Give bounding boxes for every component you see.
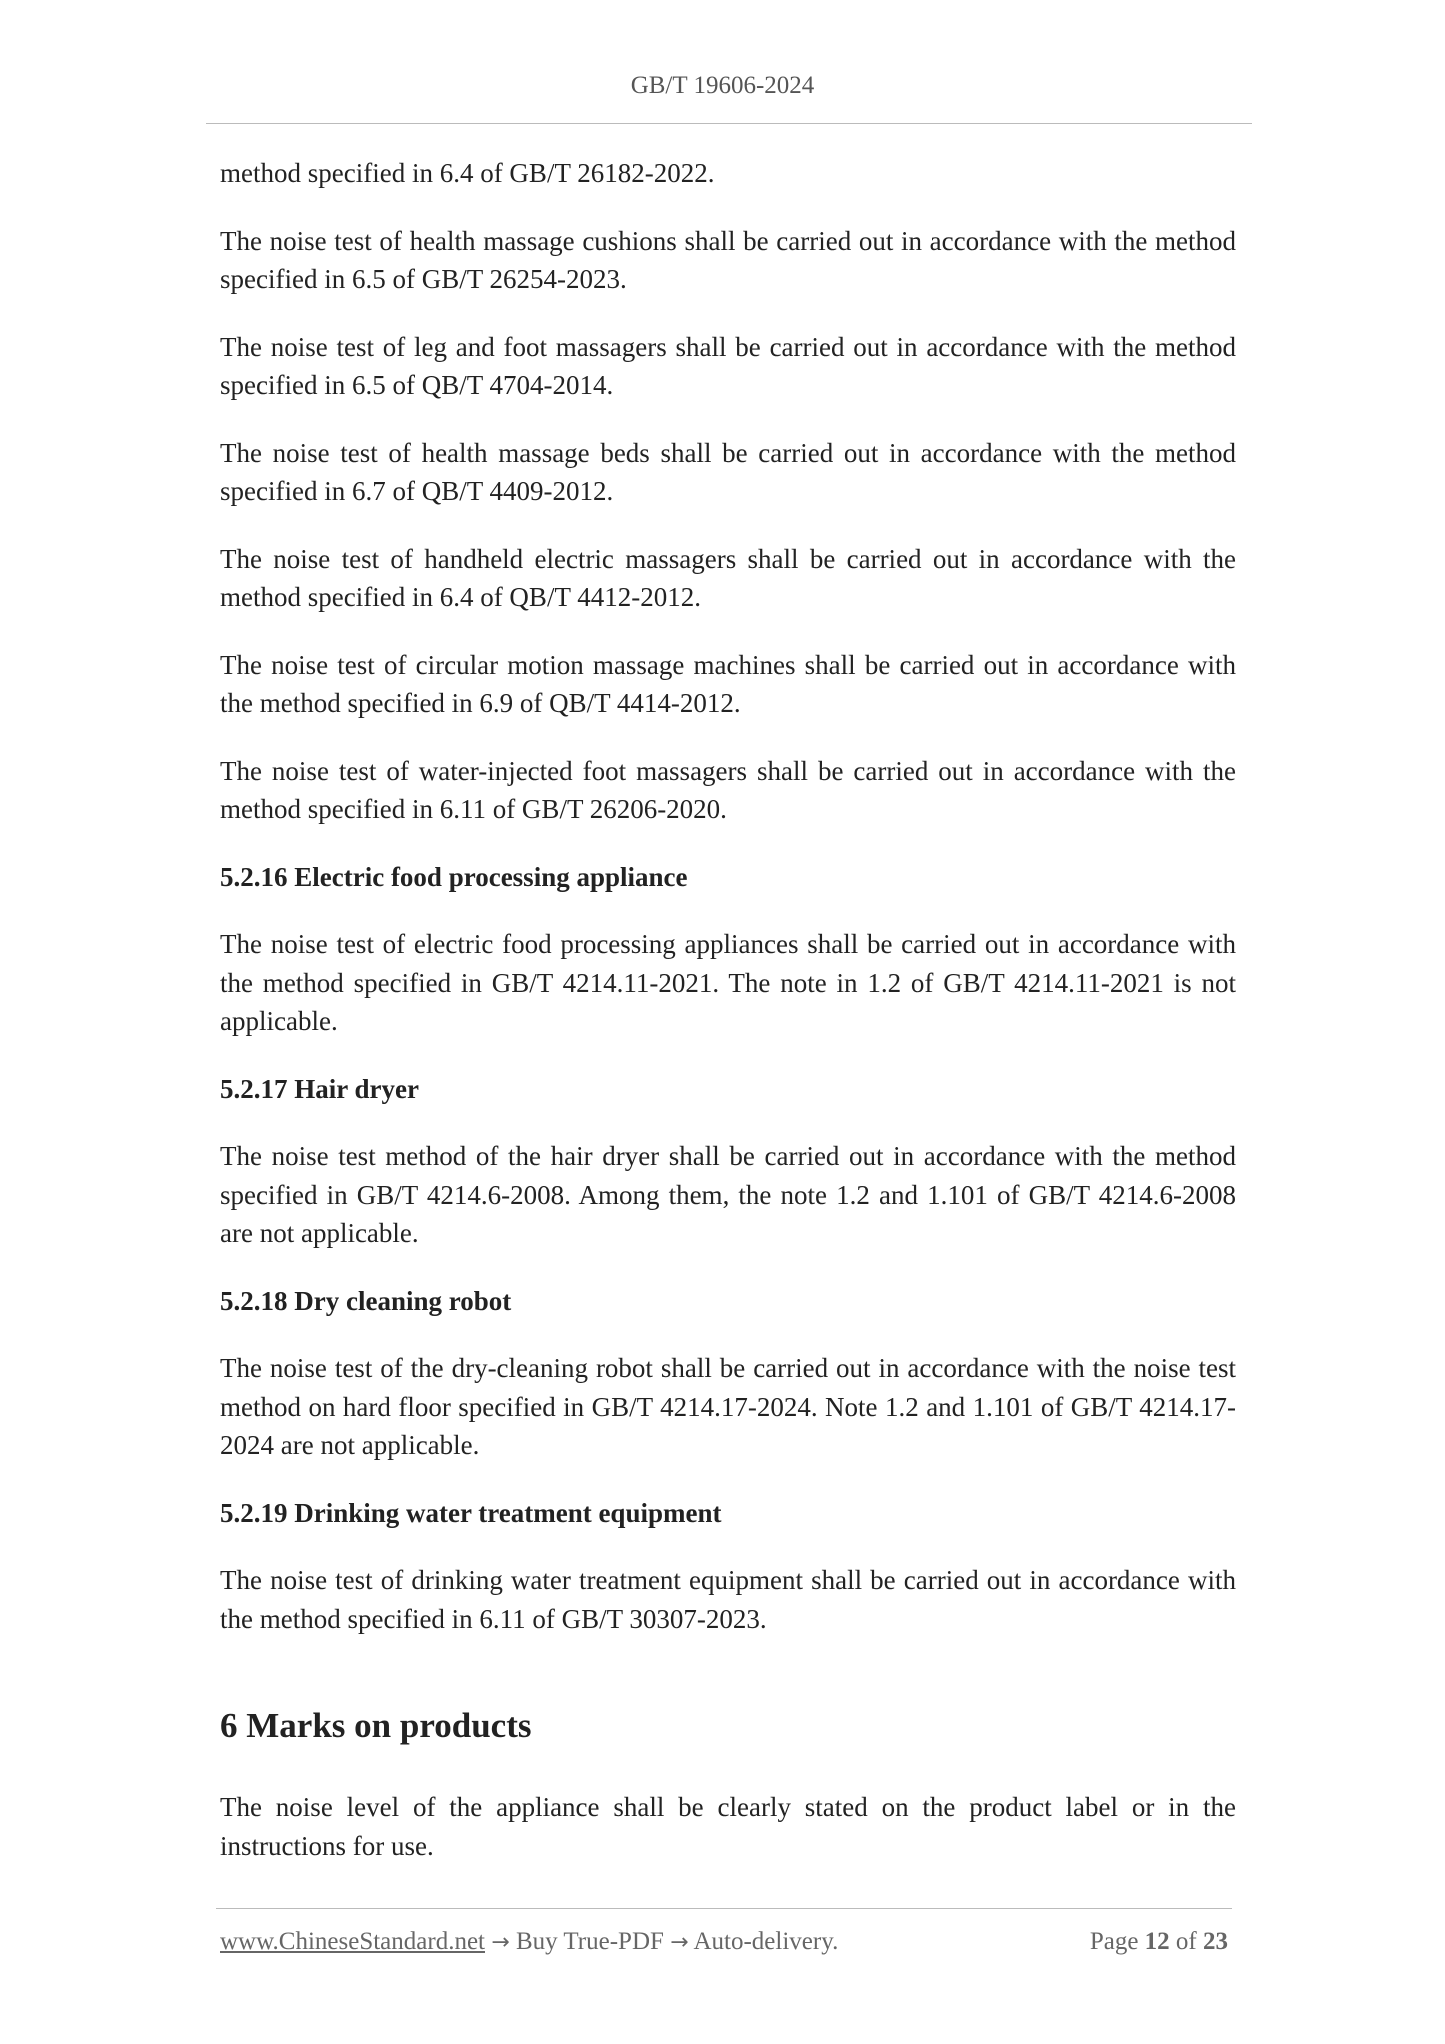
- header-divider: [206, 123, 1252, 124]
- clause-heading: 5.2.16 Electric food processing appliance: [220, 861, 688, 892]
- page-of-label: of: [1175, 1928, 1197, 1955]
- paragraph: The noise test of health massage cushions shall be carried out in accordance with the method specified in 6.5 of GB/T 26254-2023.: [220, 225, 1236, 294]
- section-heading: 6 Marks on products: [220, 1706, 532, 1745]
- footer-divider: [216, 1908, 1232, 1909]
- paragraph: The noise test of health massage beds shall be carried out in accordance with the method specified in 6.7 of QB/T 4409-2012.: [220, 437, 1236, 506]
- paragraph: The noise test method of the hair dryer shall be carried out in accordance with the method specified in GB/T 4214.6-2008. Among them, the note 1.2 and 1.101 of GB/T 4214.6-2008 are not applicable.: [220, 1141, 1236, 1248]
- auto-delivery-text: Auto-delivery.: [693, 1928, 839, 1955]
- page-current: 12: [1144, 1928, 1170, 1955]
- clause-heading: 5.2.17 Hair dryer: [220, 1073, 419, 1104]
- arrow-right-icon: →: [670, 1930, 689, 1955]
- paragraph: The noise test of handheld electric massagers shall be carried out in accordance with the method specified in 6.4 of QB/T 4412-2012.: [220, 543, 1236, 612]
- header-title: GB/T 19606-2024: [630, 72, 815, 99]
- paragraph: method specified in 6.4 of GB/T 26182-2022.: [220, 158, 715, 188]
- paragraph: The noise test of drinking water treatment equipment shall be carried out in accordance with the method specified in 6.11 of GB/T 30307-2023.: [220, 1565, 1236, 1634]
- clause-heading: 5.2.18 Dry cleaning robot: [220, 1285, 512, 1316]
- paragraph: The noise test of leg and foot massagers shall be carried out in accordance with the method specified in 6.5 of QB/T 4704-2014.: [220, 331, 1236, 400]
- site-link[interactable]: www.ChineseStandard.net: [220, 1928, 485, 1955]
- clause-heading: 5.2.19 Drinking water treatment equipment: [220, 1497, 722, 1528]
- paragraph: The noise test of water-injected foot massagers shall be carried out in accordance with the method specified in 6.11 of GB/T 26206-2020.: [220, 755, 1236, 824]
- page-indicator: [1090, 1928, 1228, 1956]
- page-label: Page: [1089, 1928, 1139, 1955]
- paragraph: The noise level of the appliance shall be clearly stated on the product label or in the instructions for use.: [220, 1792, 1236, 1861]
- arrow-right-icon: →: [491, 1930, 510, 1955]
- paragraph: The noise test of circular motion massage machines shall be carried out in accordance with the method specified in 6.9 of QB/T 4414-2012.: [220, 649, 1236, 718]
- paragraph: The noise test of electric food processing appliances shall be carried out in accordance with the method specified in GB/T 4214.11-2021. The note in 1.2 of GB/T 4214.11-2021 is not applicable.: [220, 929, 1236, 1036]
- page-total: 23: [1203, 1928, 1228, 1955]
- paragraph: The noise test of the dry-cleaning robot shall be carried out in accordance with the noise test method on hard floor specified in GB/T 4214.17-2024. Note 1.2 and 1.101 of GB/T 4214.17-2024 are not applicable.: [220, 1353, 1236, 1460]
- buy-true-pdf-text: Buy True-PDF: [515, 1928, 664, 1955]
- footer-promo: [220, 1928, 838, 1956]
- document-body: [220, 154, 1236, 1894]
